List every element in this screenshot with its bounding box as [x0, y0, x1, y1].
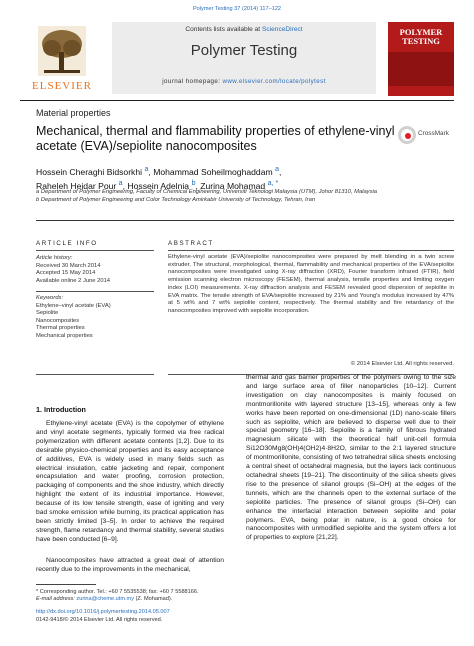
title-divider [36, 220, 454, 221]
contents-line [112, 26, 376, 33]
keyword-item: Thermal properties [36, 325, 85, 331]
history-accepted: Accepted 15 May 2014 [36, 270, 96, 276]
footnote-rule [36, 584, 96, 585]
affiliation-a: a Department of Polymer Engineering, Faculty of Chemical Engineering, Universiti Teknologi Malaysia (UTM), Johor 81310, Malaysia [36, 189, 377, 195]
doi-link[interactable]: http://dx.doi.org/10.1016/j.polymertesting.2014.05.007 [36, 609, 170, 615]
keywords-label: Keywords: [36, 295, 64, 301]
email-suffix: (Z. Mohamad). [134, 596, 173, 603]
email-line [36, 596, 224, 603]
author-name: Zurina Mohamad [200, 181, 266, 192]
crossmark-badge[interactable] [398, 124, 456, 150]
article-history [36, 255, 154, 285]
sciencedirect-link[interactable]: ScienceDirect [261, 26, 303, 33]
elsevier-tree-icon [38, 26, 86, 76]
crossmark-icon [398, 126, 416, 144]
author-separator: , [195, 181, 201, 192]
author-separator: , [122, 181, 128, 192]
author-separator: , [148, 166, 154, 177]
history-online: Available online 2 June 2014 [36, 277, 111, 284]
cover-title: POLYMER TESTING [399, 27, 443, 46]
article-info-heading: ARTICLE INFO [36, 240, 98, 247]
elsevier-wordmark: ELSEVIER [32, 80, 92, 92]
running-header: Polymer Testing 37 (2014) 117–122 [192, 6, 282, 12]
journal-cover-thumbnail [388, 22, 454, 96]
homepage-prefix: journal homepage: [162, 78, 223, 85]
contents-prefix: Contents lists available at [185, 26, 262, 33]
abstract-rule [168, 250, 454, 251]
email-link[interactable]: zurina@cheme.utm.my [76, 596, 135, 603]
intro-paragraph-1: Ethylene-vinyl acetate (EVA) is the copolymer of ethylene and vinyl acetate segments, typically formed via free radical polymerization with different acetate contents [1,2]. Due to its desirable physico-chemical properties and its easy acceptance of additives, EVA is widely used in many fields such as electrical insulation, cable jacketing and repair, component encapsulation and water proofing, corrosion protection, packaging of components and the shoe industry, which directly highlight the extent of its industrial importance. However, because of its low tensile strength, ease of igniting and very bad smoke emission while burning, its practical application has been strictly limited [3–5]. In order to achieve the required strength, flame retardancy and thermal stability, several studies have been conducted [6–9]. [36, 420, 224, 543]
affiliation-b: b Department of Polymer Engineering and Color Technology Amirkabir University of Technology, Tehran, Iran [36, 196, 316, 203]
author-separator: , [279, 166, 282, 177]
journal-title: Polymer Testing [190, 42, 298, 59]
author-name: Raheleh Heidar Pour [36, 181, 117, 192]
article-info-rule [36, 250, 154, 251]
section-heading-introduction: 1. Introduction [36, 405, 86, 414]
article-title: Mechanical, thermal and flammability properties of ethylene-vinyl acetate (EVA)/sepiolite nanocomposites [36, 124, 395, 153]
author-affiliation-mark[interactable]: a [275, 165, 280, 173]
abstract-copyright: © 2014 Elsevier Ltd. All rights reserved. [350, 361, 454, 367]
keyword-item: Mechanical properties [36, 332, 93, 339]
abstract-heading: ABSTRACT [168, 240, 214, 247]
author-affiliation-mark[interactable]: a, * [267, 179, 279, 188]
homepage-link[interactable]: www.elsevier.com/locate/polytest [222, 78, 326, 85]
journal-masthead [20, 22, 454, 98]
keyword-item: Nanocomposites [36, 317, 80, 324]
keywords [36, 295, 154, 340]
author-name: Hossein Adelnia [127, 181, 190, 192]
cover-band [388, 52, 454, 86]
issn-line: 0142-9418/© 2014 Elsevier Ltd. All rights reserved. [36, 617, 163, 623]
journal-banner [112, 22, 376, 94]
keyword-item: Ethylene–vinyl acetate (EVA) [36, 302, 111, 309]
keyword-item: Sepiolite [36, 310, 59, 316]
footnote [36, 589, 224, 604]
author-affiliation-mark[interactable]: a [144, 165, 149, 173]
affiliations [36, 189, 456, 204]
keywords-bottom-rule [36, 374, 154, 375]
history-label: Article history: [36, 255, 73, 261]
elsevier-logo [20, 22, 104, 96]
homepage-line [112, 78, 376, 85]
intro-paragraph-2: Nanocomposites have attracted a great deal of attention recently due to the improvements in the mechanical, [36, 557, 224, 573]
author-name: Hossein Cheraghi Bidsorkhi [36, 166, 143, 177]
author-affiliation-mark[interactable]: b [191, 179, 196, 188]
keywords-rule [36, 291, 154, 292]
section-tag: Material properties [36, 108, 111, 118]
author-name: Mohammad Soheilmoghaddam [153, 166, 273, 177]
author-affiliation-mark[interactable]: a [118, 179, 123, 188]
masthead-rule [20, 100, 454, 101]
abstract-text: Ethylene-vinyl acetate (EVA)/sepiolite nanocomposites were prepared by melt blending in a twin screw extruder. The structural, morphological, thermal, flammability and mechanical properties of the EVA/sepiolite nanocomposites were investigated using X-ray diffraction (XRD), Fourier transform infrared (FTIR), field emission scanning electron microscopy (FESEM), thermal analysis, tensile properties and limiting oxygen index (LOI) measurements. X-ray diffraction analysis and FESEM revealed good dispersion of sepiolite in EVA matrix. The tensile strength of EVA/sepiolite increased by 21% and Young's modulus increased by 47% at 5 wt% and 7 wt% sepiolite content, respectively. The thermal stability and fire retardancy of the nanocomposites improved with sepiolite incorporation. [168, 254, 454, 315]
intro-right-column: thermal and gas barrier properties of the polymers owing to the size and large surface area of filler nanoparticles [10–12]. Current investigation on clay nanocomposites is mainly focused on montmorillonite with layered structure [13–15], whereas only a few works have been reported on one-dimensional (1D) nano-scale fillers such as sepiolite, which are believed to disperse well due to their special geometry [16–18]. Sepiolite is a family of fibrous hydrated magnesium silicate with the theoretical half unit-cell formula Si12O30Mg8(OH)4(OH2)4·8H2O, similar to the 2:1 layered structure of montmorillonite, consisting of two tetrahedral silica sheets enclosing a central sheet of octahedral magnesia, but the layers lack continuous octahedral sheets [19–21]. The discontinuity of the silica sheets gives rise to the presence of silanol groups (Si–OH) at the edges of the tunnels, which are the channels open to the external surface of the sepiolite particles. The presence of silanol groups (Si–OH) can enhance the interfacial interaction between sepiolite and polar polymers. EVA, being polar in nature, is a good choice for nanocomposites with unmodified sepiolite and the system offers a lot of properties to explore [21,22]. [246, 374, 456, 542]
crossmark-label: CrossMark [418, 130, 449, 137]
corresponding-author-note: * Corresponding author. Tel.: +60 7 5535538; fax: +60 7 5588166. [36, 589, 199, 595]
email-label: E-mail address: [36, 596, 77, 603]
history-received: Received 30 March 2014 [36, 262, 101, 269]
